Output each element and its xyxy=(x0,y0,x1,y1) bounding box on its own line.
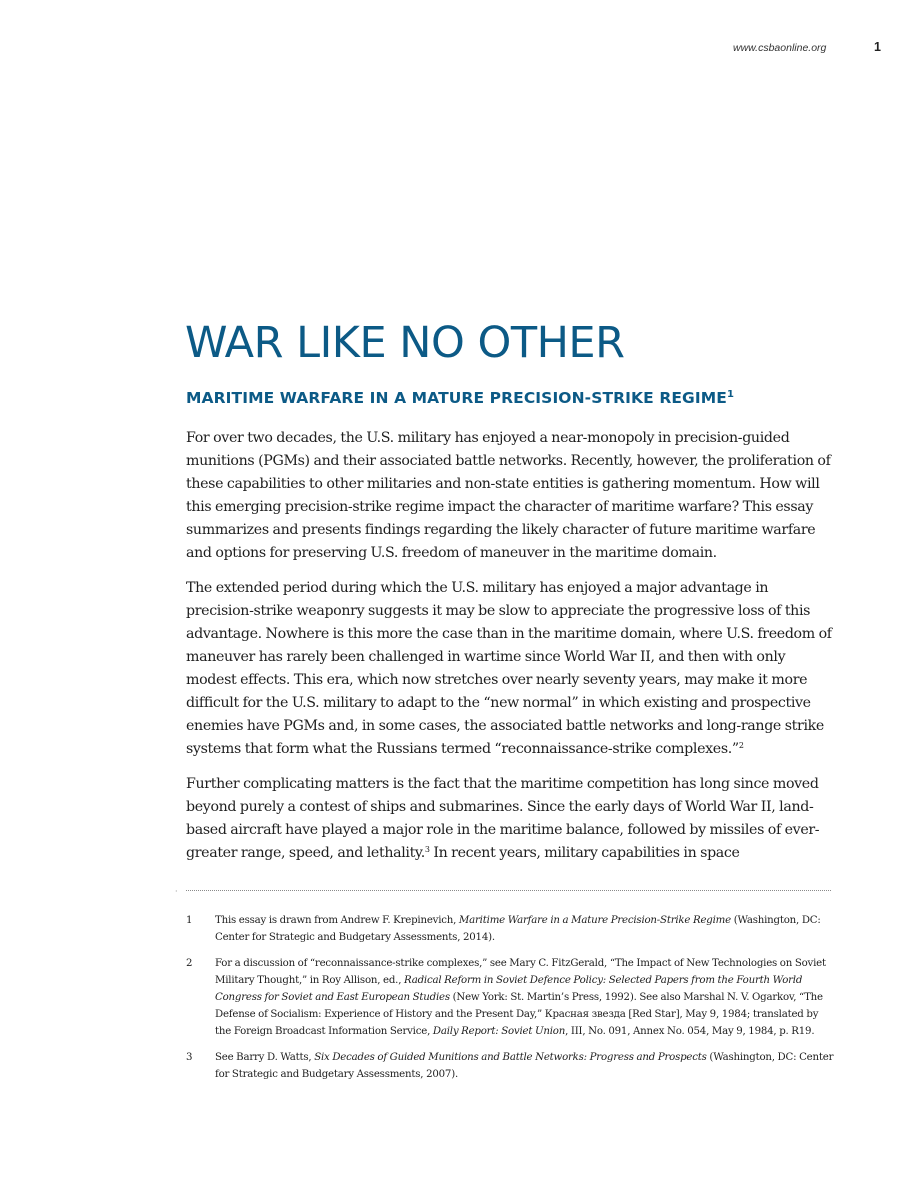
paragraph-1: For over two decades, the U.S. military has enjoyed a near-monopoly in precision-guided munitions (PGMs) and their associated battle networks. Recently, however, the proliferation of these capabilities to other militaries and non-state entities is gathering momentum. How will this emerging precision-strike regime impact the character of maritime warfare? This essay summarizes and presents findings regarding the likely character of future maritime warfare and options for preserving U.S. freedom of maneuver in the maritime domain. xyxy=(186,430,831,561)
footnote-segment: , III, No. 091, Annex No. 054, May 9, 1984, p. R19. xyxy=(565,1026,815,1037)
footnote-title: Six Decades of Guided Munitions and Battle Networks: Progress and Prospects xyxy=(314,1052,707,1063)
footnote-3 xyxy=(186,1049,834,1083)
footnote-segment: (Washington, DC: Center for Strategic and Budgetary Assessments, 2014). xyxy=(215,915,821,943)
footnote-segment: See Barry D. Watts, xyxy=(215,1052,315,1063)
footnote-text xyxy=(215,955,834,1040)
footnote-title: Radical Reform in Soviet Defence Policy: Selected Papers from the Fourth World Congress for Soviet and East European Studies xyxy=(215,975,803,1003)
footnote-2 xyxy=(186,955,834,1040)
footnote-1 xyxy=(186,912,834,946)
footnote-segment: (New York: St. Martin’s Press, 1992). See also Marshal N. V. Ogarkov, “The Defense of Socialism: Experience of History and the Present Day,” Красная звезда [Red Star], May 9, 1984; translated by the Foreign Broadcast Information Service, xyxy=(215,992,823,1037)
footnote-number: 1 xyxy=(186,915,193,926)
footnote-divider xyxy=(186,890,831,891)
header-url: www.csbaonline.org xyxy=(733,42,827,54)
footnote-number: 3 xyxy=(186,1052,193,1063)
footnote-title: Daily Report: Soviet Union xyxy=(432,1026,566,1037)
paragraph-3-text-a: Further complicating matters is the fact that the maritime competition has long since moved beyond purely a contest of ships and submarines. Since the early days of World War II, land-based aircraft have played a major role in the maritime balance, followed by missiles of ever-greater range, speed, and lethality. xyxy=(186,776,820,861)
paragraph-2-text: The extended period during which the U.S. military has enjoyed a major advantage in precision-strike weaponry suggests it may be slow to appreciate the progressive loss of this advantage. Nowhere is this more the case than in the maritime domain, where U.S. freedom of maneuver has rarely been challenged in wartime since World War II, and then with only modest effects. This era, which now stretches over nearly seventy years, may make it more difficult for the U.S. military to adapt to the “new normal” in which existing and prospective enemies have PGMs and, in some cases, the associated battle networks and long-range strike systems that form what the Russians termed “reconnaissance-strike complexes.” xyxy=(186,580,832,757)
body-text xyxy=(186,427,838,877)
page-number: 1 xyxy=(874,40,881,54)
subtitle-text: MARITIME WARFARE IN A MATURE PRECISION-STRIKE REGIME xyxy=(186,389,727,407)
footnote-title: Maritime Warfare in a Mature Precision-Strike Regime xyxy=(458,915,731,926)
footnote-segment: For a discussion of “reconnaissance-strike complexes,” see Mary C. FitzGerald, “The Impact of New Technologies on Soviet Military Thought,” in Roy Allison, ed., xyxy=(215,958,826,986)
footnote-ref-3[interactable]: 3 xyxy=(424,845,430,854)
page-title: WAR LIKE NO OTHER xyxy=(185,318,625,368)
footnote-text xyxy=(215,912,834,946)
footnote-number: 2 xyxy=(186,958,193,969)
page-subtitle xyxy=(186,389,734,407)
footnote-segment: (Washington, DC: Center for Strategic and Budgetary Assessments, 2007). xyxy=(215,1052,834,1080)
paragraph-2 xyxy=(186,577,838,761)
paragraph-3-text-b: In recent years, military capabilities in space xyxy=(429,845,740,861)
divider-dot: · xyxy=(175,887,178,896)
footnotes xyxy=(186,912,834,1092)
footnote-text xyxy=(215,1049,834,1083)
footnote-ref-1[interactable]: 1 xyxy=(726,389,735,400)
footnote-ref-2[interactable]: 2 xyxy=(738,741,744,750)
footnote-segment: This essay is drawn from Andrew F. Krepinevich, xyxy=(215,915,459,926)
paragraph-3 xyxy=(186,773,838,865)
